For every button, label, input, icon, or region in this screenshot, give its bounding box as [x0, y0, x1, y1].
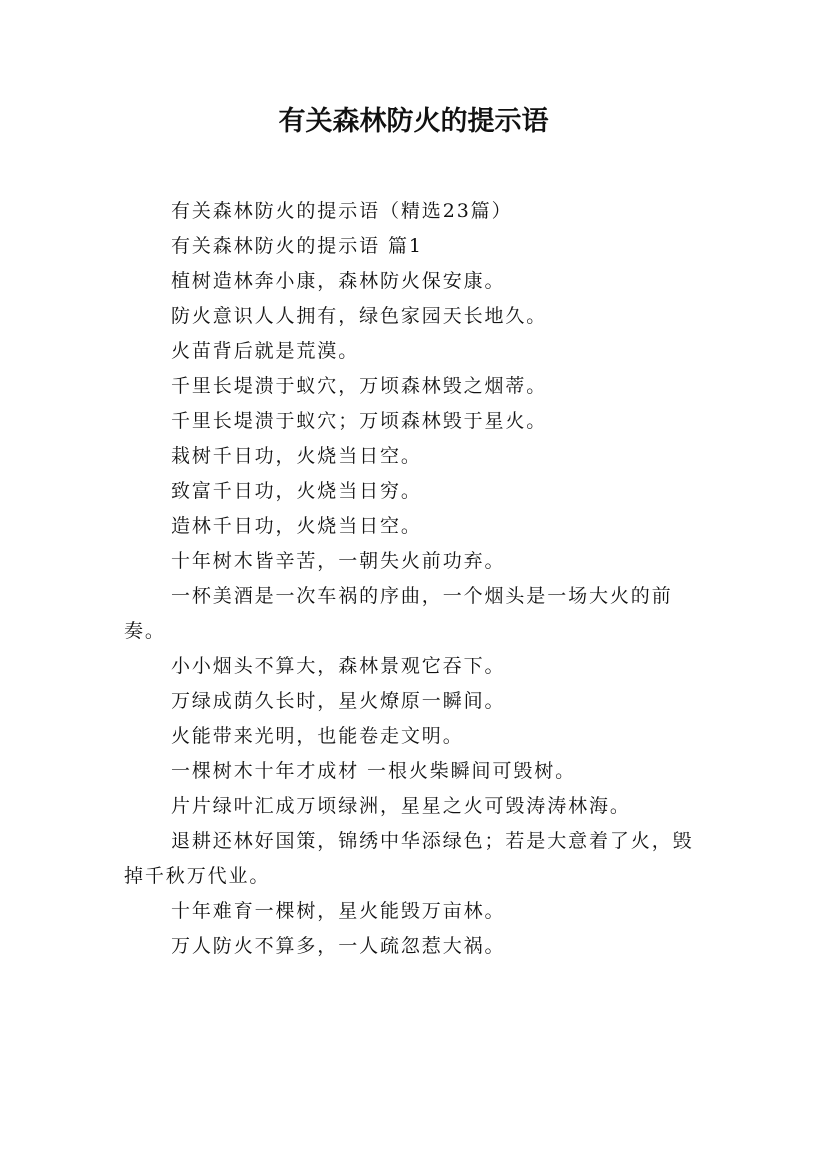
paragraph: 十年难育一棵树，星火能毁万亩林。	[171, 900, 506, 922]
paragraph: 防火意识人人拥有，绿色家园天长地久。	[171, 305, 548, 327]
document-body	[124, 194, 709, 964]
paragraph: 小小烟头不算大，森林景观它吞下。	[171, 655, 506, 677]
paragraph: 万人防火不算多，一人疏忽惹大祸。	[171, 935, 506, 957]
paragraph: 千里长堤溃于蚁穴；万顷森林毁于星火。	[171, 410, 548, 432]
paragraph: 植树造林奔小康，森林防火保安康。	[171, 270, 506, 292]
paragraph: 造林千日功，火烧当日空。	[171, 515, 422, 537]
paragraph: 致富千日功，火烧当日穷。	[171, 480, 422, 502]
paragraph: 火苗背后就是荒漠。	[171, 340, 360, 362]
paragraph: 片片绿叶汇成万顷绿洲，星星之火可毁涛涛林海。	[171, 795, 631, 817]
document-title: 有关森林防火的提示语	[278, 106, 549, 137]
paragraph: 退耕还林好国策，锦绣中华添绿色；若是大意着了火，毁掉千秋万代业。	[124, 830, 694, 887]
paragraph: 万绿成荫久长时，星火燎原一瞬间。	[171, 690, 506, 712]
paragraph: 栽树千日功，火烧当日空。	[171, 445, 422, 467]
paragraph: 千里长堤溃于蚁穴，万顷森林毁之烟蒂。	[171, 375, 548, 397]
paragraph: 火能带来光明，也能卷走文明。	[171, 725, 464, 747]
paragraph-section-heading: 有关森林防火的提示语 篇1	[171, 235, 423, 257]
paragraph: 十年树木皆辛苦，一朝失火前功弃。	[171, 550, 506, 572]
paragraph-subtitle: 有关森林防火的提示语（精选23篇）	[171, 200, 513, 222]
paragraph: 一杯美酒是一次车祸的序曲，一个烟头是一场大火的前奏。	[124, 585, 673, 642]
paragraph: 一棵树木十年才成材 一根火柴瞬间可毁树。	[171, 760, 577, 782]
